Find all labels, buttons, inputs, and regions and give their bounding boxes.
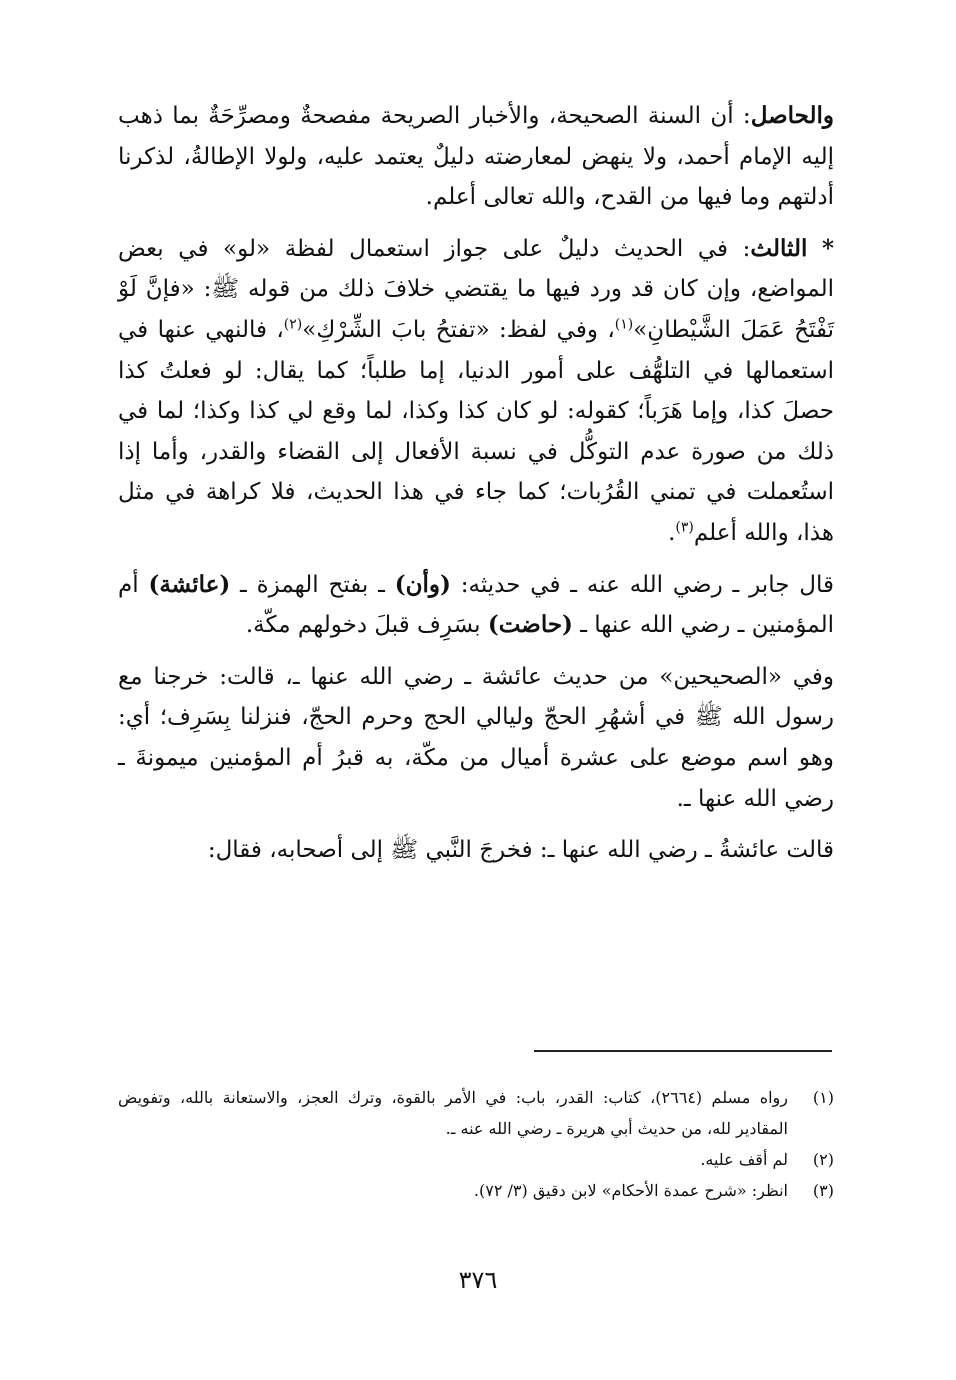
footnote-text: انظر: «شرح عمدة الأحكام» لابن دقيق (٣/ ٧٢). [473, 1181, 788, 1200]
footnote-text: رواه مسلم (٢٦٦٤)، كتاب: القدر، باب: في الأمر بالقوة، وترك العجز، والاستعانة بالله، وتفويض المقادير لله، من حديث أبي هريرة ـ رضي الله عنه ـ. [118, 1088, 789, 1138]
footnote-ref-1[interactable]: (١) [614, 316, 634, 333]
paragraph-aisha: قالت عائشةُ ـ رضي الله عنها ـ: فخرجَ النَّبي ﷺ إلى أصحابه، فقال: [207, 837, 834, 864]
paragraph-text: بسَرِف قبلَ دخولهم مكّة. [245, 612, 488, 639]
footnote-3 [118, 1175, 834, 1206]
paragraph-lead: والحاصل [750, 102, 834, 129]
footnote-ref-2[interactable]: (٢) [283, 316, 303, 333]
paragraph-end: . [668, 519, 676, 546]
footnote-2 [118, 1144, 834, 1175]
paragraph-text: ، فالنهي عنها في استعمالها في التلهُّف على أمور الدنيا، إما طلباً؛ كما يقال: لو فعلتُ كذا حصلَ كذا، وإما هَرَباً؛ كقوله: لو كان كذا وكذا، لما وقع لي كذا وكذا؛ لما في ذلك من صورة عدم التوكُّل في نسبة الأفعال إلى القضاء والقدر، وأما إذا استُعملت في تمني القُرُبات؛ كما جاء في هذا الحديث، فلا كراهة في مثل هذا، والله أعلم [118, 316, 834, 546]
paragraph-third-point [118, 229, 834, 554]
paragraph-text: قال جابر ـ رضي الله عنه ـ في حديثه: [450, 571, 834, 598]
paragraph-text: : أن السنة الصحيحة، والأخبار الصريحة مفصحةٌ ومصرِّحَةٌ بما ذهب إليه الإمام أحمد، ولا ينهض لمعارضته دليلٌ يعتمد عليه، ولولا الإطالةُ، لذكرنا أدلتهم وما فيها من القدح، والله تعالى أعلم. [118, 103, 834, 211]
main-text [118, 96, 834, 882]
paragraph-lead: الثالث [750, 234, 808, 262]
footnote-number: (١) [812, 1088, 834, 1107]
paragraph-text: ، وفي لفظ: «تفتحُ بابَ الشِّرْكِ» [302, 316, 615, 343]
paragraph-text: ـ بفتح الهمزة ـ [230, 571, 395, 598]
footnotes [118, 1082, 834, 1206]
paragraph-text: : في الحديث دليلٌ على جواز استعمال لفظة «لو» في بعض المواضع، وإن كان قد ورد فيها ما يقتضي خلافَ ذلك من قوله ﷺ: «فإنَّ لَوْ تَفْتَحُ عَمَلَ الشَّيْطانِ» [118, 235, 834, 343]
paragraph-conclusion [118, 96, 834, 218]
footnote-number: (٣) [812, 1181, 834, 1200]
quoted-term: (حاضت) [487, 611, 573, 639]
footnote-ref-3[interactable]: (٣) [675, 519, 694, 536]
footnote-number: (٢) [812, 1150, 834, 1169]
quoted-term: (وأن) [394, 570, 451, 598]
footnote-divider [534, 1050, 832, 1052]
footnote-1 [118, 1082, 834, 1144]
page-number: ٣٧٦ [458, 1266, 498, 1294]
star-marker: * [821, 234, 835, 262]
quoted-term: (عائشة) [148, 570, 231, 598]
footnote-text: لم أقف عليه. [700, 1150, 788, 1169]
paragraph-sahihayn: وفي «الصحيحين» من حديث عائشة ـ رضي الله عنها ـ، قالت: خرجنا مع رسول الله ﷺ في أشهُرِ الحجّ وليالي الحج وحرم الحجّ، فنزلنا بِسَرِف؛ أي: وهو اسم موضع على عشرة أميال من مكّة، به قبرُ أم المؤمنين ميمونةَ ـ رضي الله عنها ـ. [118, 663, 834, 812]
paragraph-text: أم المؤمنين ـ رضي الله عنها ـ [118, 571, 834, 639]
paragraph-jabir [118, 565, 834, 646]
